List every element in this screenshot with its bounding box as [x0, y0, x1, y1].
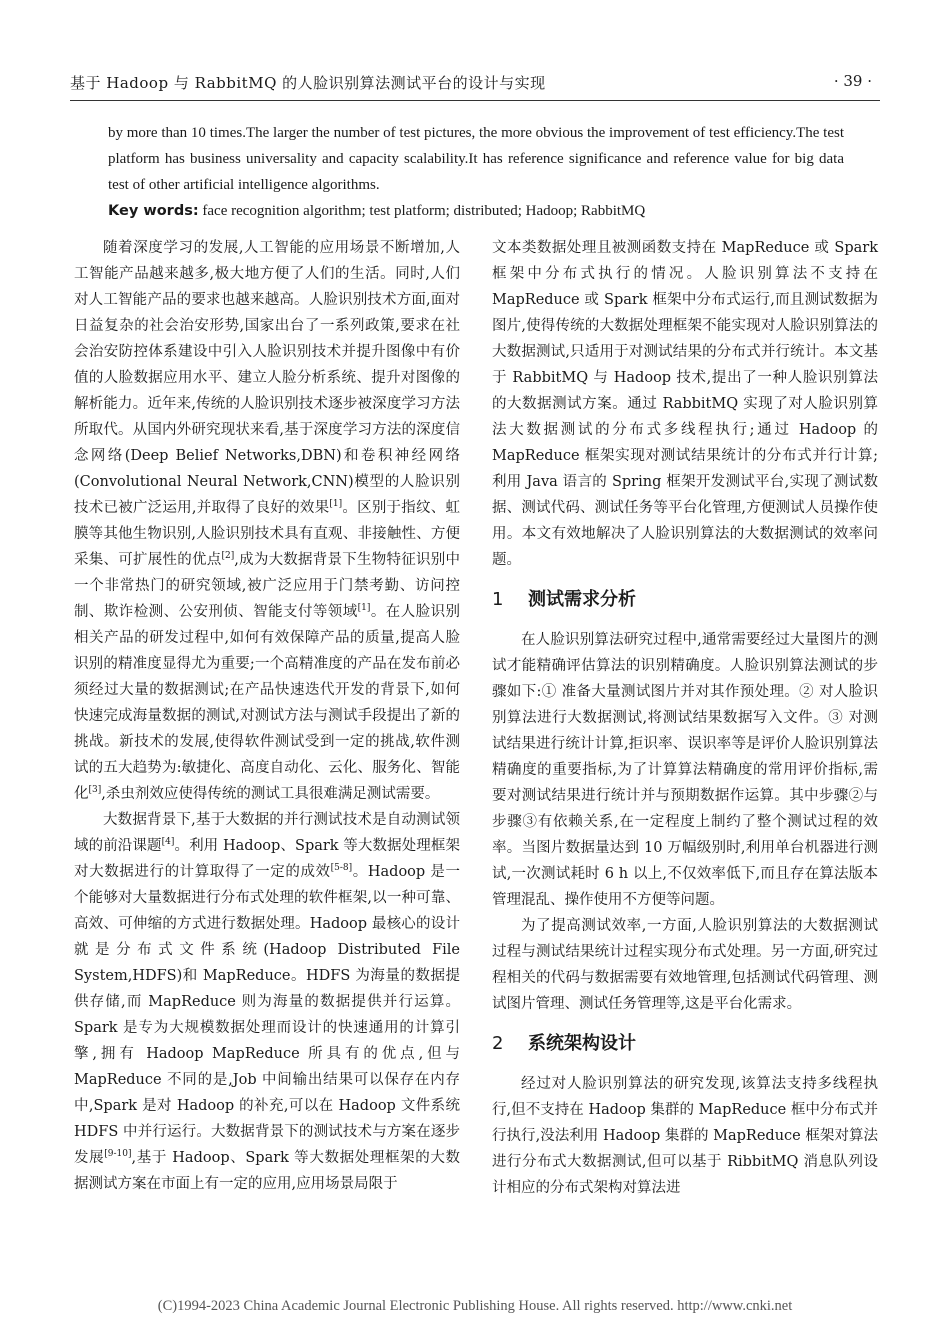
- text-span: ,基于 Hadoop、Spark 等大数据处理框架的大数据测试方案在市面上有一定的应用,应用场景局限于: [74, 1150, 461, 1192]
- intro-paragraph-2: [74, 807, 460, 1197]
- section1-paragraph-2: 为了提高测试效率,一方面,人脸识别算法的大数据测试过程与测试结果统计过程实现分布式处理。另一方面,研究过程相关的代码与数据需要有效地管理,包括测试代码管理、测试图片管理、测试任务管理等,这是平台化需求。: [492, 918, 878, 1012]
- copyright-footer: (C)1994-2023 China Academic Journal Electronic Publishing House. All rights reserved. http://www.cnki.net: [157, 1298, 793, 1314]
- section-number: 1: [492, 589, 504, 610]
- citation: [1]: [357, 603, 371, 613]
- text-span: 。在人脸识别相关产品的研发过程中,如何有效保障产品的质量,提高人脸识别的精准度显得尤为重要;一个高精准度的产品在发布前必须经过大量的数据测试;在产品快速迭代开发的背景下,如何快速完成海量数据的测试,对测试方法与测试手段提出了新的挑战。新技术的发展,使得软件测试受到一定的挑战,软件测试的五大趋势为:敏捷化、高度自动化、云化、服务化、智能化: [74, 604, 461, 802]
- keywords-text: face recognition algorithm; test platform; distributed; Hadoop; RabbitMQ: [198, 203, 646, 219]
- section-title: 系统架构设计: [528, 1033, 636, 1054]
- text-span: ,成为大数据背景下生物特征识别中一个非常热门的研究领域,被广泛应用于门禁考勤、访问控制、欺诈检测、公安刑侦、智能支付等领域: [74, 552, 461, 620]
- keywords-label: Key words:: [108, 203, 199, 219]
- header-rule: [70, 100, 880, 101]
- section-heading-2: [492, 1029, 878, 1059]
- english-abstract: [108, 120, 844, 224]
- citation: [1]: [329, 499, 343, 509]
- intro-paragraph-1: [74, 235, 460, 807]
- text-span: 。区别于指纹、虹膜等其他生物识别,人脸识别技术具有直观、非接触性、方便采集、可扩展性的优点: [74, 500, 460, 568]
- section2-paragraph-1: 经过对人脸识别算法的研究发现,该算法支持多线程执行,但不支持在 Hadoop 集群的 MapReduce 框中分布式并行执行,没法利用 Hadoop 集群的 MapReduce 框架对算法进行分布式大数据测试,但可以基于 RibbitMQ 消息队列设计相应的分布式架构对算法进: [492, 1076, 878, 1196]
- running-header: [70, 66, 880, 94]
- text-span: 。利用 Hadoop、Spark 等大数据处理框架对大数据进行的计算取得了一定的成效: [74, 838, 461, 880]
- section-title: 测试需求分析: [528, 589, 636, 610]
- text-span: 随着深度学习的发展,人工智能的应用场景不断增加,人工智能产品越来越多,极大地方便了人们的生活。同时,人们对人工智能产品的要求也越来越高。人脸识别技术方面,面对日益复杂的社会治安形势,国家出台了一系列政策,要求在社会治安防控体系建设中引入人脸识别技术并提升图像中有价值的人脸数据应用水平、建立人脸分析系统、提升对图像的解析能力。近年来,传统的人脸识别技术逐步被深度学习方法所取代。从国内外研究现状来看,基于深度学习方法的深度信念网络(Deep Belief Networks,DBN)和卷积神经网络(Convolutional Neural Network,CNN)模型的人脸识别技术已被广泛运用,并取得了良好的效果: [74, 240, 460, 516]
- keywords-line: [108, 198, 844, 224]
- citation: [3]: [88, 785, 102, 795]
- right-column: [492, 235, 878, 1201]
- text-span: ,杀虫剂效应使得传统的测试工具很难满足测试需要。: [101, 786, 440, 802]
- section1-paragraph-1: 在人脸识别算法研究过程中,通常需要经过大量图片的测试才能精确评估算法的识别精确度。人脸识别算法测试的步骤如下:① 准备大量测试图片并对其作预处理。② 对人脸识别算法进行大数据测试,将测试结果数据写入文件。③ 对测试结果进行统计计算,拒识率、误识率等是评价人脸识别算法精确度的重要指标,为了计算算法精确度的常用评价指标,需要对测试结果进行统计并与预期数据作运算。其中步骤②与步骤③有依赖关系,在一定程度上制约了整个测试过程的效率。当图片数据量达到 10 万幅级别时,利用单台机器进行测试,一次测试耗时 6 h 以上,不仅效率低下,而且存在算法版本管理混乱、操作使用不方便等问题。: [492, 632, 878, 908]
- text-span: 。Hadoop 是一个能够对大量数据进行分布式处理的软件框架,以一种可靠、高效、可伸缩的方式进行数据处理。Hadoop 最核心的设计就是分布式文件系统(Hadoop Distributed File System,HDFS)和 MapReduce。HDFS 为海量的数据提供存储,而 MapReduce 则为海量的数据提供并行运算。Spark 是专为大规模数据处理而设计的快速通用的计算引擎,拥有 Hadoop MapReduce 所具有的优点,但与 MapReduce 不同的是,Job 中间输出结果可以保存在内存中,Spark 是对 Hadoop 的补充,可以在 Hadoop 文件系统 HDFS 中并行运行。大数据背景下的测试技术与方案在逐步发展: [74, 864, 460, 1166]
- citation: [4]: [161, 837, 175, 847]
- citation: [5-8]: [330, 863, 353, 873]
- left-column: [74, 235, 460, 1197]
- section-heading-1: [492, 585, 878, 615]
- citation: [2]: [221, 551, 235, 561]
- text-span: 大数据背景下,基于大数据的并行测试技术是自动测试领域的前沿课题: [74, 812, 460, 854]
- citation: [9-10]: [104, 1149, 132, 1159]
- abstract-text: by more than 10 times.The larger the number of test pictures, the more obvious the improvement of test efficiency.The test platform has business universality and capacity scalability.It has reference significance and reference value for big data test of other artificial intelligence algorithms.: [108, 125, 844, 193]
- running-title: 基于 Hadoop 与 RabbitMQ 的人脸识别算法测试平台的设计与实现: [70, 74, 546, 92]
- section-number: 2: [492, 1033, 504, 1054]
- intro-paragraph-continued: 文本类数据处理且被测函数支持在 MapReduce 或 Spark 框架中分布式执行的情况。人脸识别算法不支持在 MapReduce 或 Spark 框架中分布式运行,而且测试数据为图片,使得传统的大数据处理框架不能实现对人脸识别算法的大数据测试,只适用于对测试结果的分布式并行统计。本文基于 RabbitMQ 与 Hadoop 技术,提出了一种人脸识别算法的大数据测试方案。通过 RabbitMQ 实现了对人脸识别算法大数据测试的分布式多线程执行;通过 Hadoop 的 MapReduce 框架实现对测试结果统计的分布式并行计算;利用 Java 语言的 Spring 框架开发测试平台,实现了测试数据、测试代码、测试任务等平台化管理,方便测试人员操作使用。本文有效地解决了人脸识别算法的大数据测试的效率问题。: [492, 240, 878, 568]
- page-number: · 39 ·: [833, 72, 872, 90]
